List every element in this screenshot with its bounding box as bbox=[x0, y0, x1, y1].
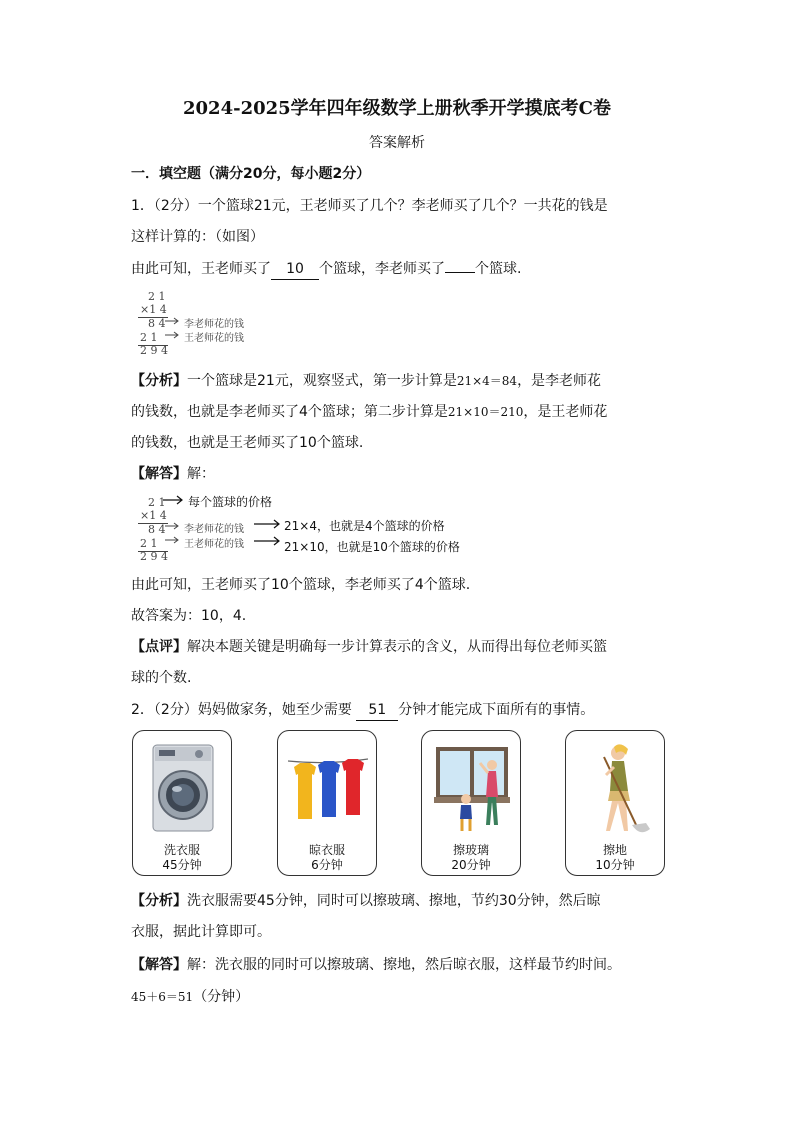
card-hang-name: 晾衣服 bbox=[308, 843, 345, 857]
q2-analysis-tag: 【分析】 bbox=[131, 893, 187, 909]
arrow-price-icon bbox=[162, 494, 186, 506]
card-wash-time: 45分钟 bbox=[162, 858, 202, 872]
window-cleaning-icon bbox=[432, 741, 512, 837]
vm-row-product: 2 9 4 bbox=[140, 344, 168, 357]
analysis-text-b: ，是李老师花 bbox=[517, 373, 602, 389]
q1-line3-post: 个篮球. bbox=[475, 261, 522, 277]
q2-calc-math: 45＋6＝51 bbox=[131, 990, 194, 1004]
card-window-name: 擦玻璃 bbox=[452, 843, 489, 857]
q2-question bbox=[131, 700, 594, 721]
q1-fig2-label-price: 每个篮球的价格 bbox=[188, 495, 273, 509]
q1-analysis-line3: 的钱数，也就是王老师买了10个篮球. bbox=[131, 435, 364, 451]
q2-line-post: 分钟才能完成下面所有的事情。 bbox=[398, 702, 595, 718]
answer-tag: 【解答】 bbox=[131, 466, 187, 482]
q1-line3-pre: 由此可知，王老师买了 bbox=[131, 261, 271, 277]
q1-fig2-arrows bbox=[164, 521, 184, 545]
card-hang-clothes bbox=[277, 730, 377, 876]
card-window-time: 20分钟 bbox=[451, 858, 491, 872]
q2-calculation bbox=[131, 987, 249, 1007]
card-mop-floor bbox=[565, 730, 665, 876]
answer-text: 解： bbox=[187, 466, 215, 482]
q1-fig2-label-wang: 王老师花的钱 bbox=[184, 539, 244, 550]
q2-line-pre: 2．（2分）妈妈做家务，她至少需要 bbox=[131, 702, 352, 718]
q2-analysis-line2: 衣服，据此计算即可。 bbox=[131, 924, 271, 940]
vm2-row-partial-2: 2 1 bbox=[140, 537, 158, 550]
q1-line3-mid: 个篮球，李老师买了 bbox=[319, 261, 445, 277]
q1-final-answer: 故答案为：10，4. bbox=[131, 608, 247, 624]
card-wash-clothes bbox=[132, 730, 232, 876]
q1-fig2-label-li: 李老师花的钱 bbox=[184, 524, 244, 535]
q1-fig2-note-2: 21×10，也就是10个篮球的价格 bbox=[284, 540, 460, 554]
comment-text: 解决本题关键是明确每一步计算表示的含义，从而得出每位老师买篮 bbox=[187, 639, 607, 655]
q1-comment-line2: 球的个数. bbox=[131, 670, 192, 686]
page-subtitle: 答案解析 bbox=[369, 135, 425, 151]
analysis-text-c: ，是王老师花 bbox=[523, 404, 608, 420]
q1-answer-heading bbox=[131, 464, 215, 484]
q2-answer-tag: 【解答】 bbox=[131, 957, 187, 973]
card-hang-time: 6分钟 bbox=[311, 858, 343, 872]
analysis-text-a: 一个篮球是21元，观察竖式，第一步计算是 bbox=[187, 373, 457, 389]
section-heading: 一．填空题（满分20分，每小题2分） bbox=[131, 166, 371, 182]
card-clean-window bbox=[421, 730, 521, 876]
q1-fig2-note-1: 21×4，也就是4个篮球的价格 bbox=[284, 519, 445, 533]
card-mop-time: 10分钟 bbox=[595, 858, 635, 872]
q2-analysis-text: 洗衣服需要45分钟，同时可以擦玻璃、擦地，节约30分钟，然后晾 bbox=[187, 893, 601, 909]
q1-line3 bbox=[131, 259, 521, 280]
vm2-row-multiplicand: 2 1 bbox=[148, 496, 166, 509]
mopping-icon bbox=[576, 741, 656, 837]
comment-tag: 【点评】 bbox=[131, 639, 187, 655]
q1-conclusion: 由此可知，王老师买了10个篮球，李老师买了4个篮球. bbox=[131, 577, 471, 593]
vm-row-partial-2: 2 1 bbox=[140, 331, 158, 344]
q1-arrows bbox=[164, 316, 184, 340]
q1-line1: 1．（2分）一个篮球21元，王老师买了几个？李老师买了几个？一共花的钱是 bbox=[131, 198, 608, 214]
q2-answer-line bbox=[131, 955, 621, 975]
washing-machine-icon bbox=[143, 741, 223, 837]
vm2-row-multiplier: ×1 4 bbox=[140, 509, 167, 522]
q1-analysis-line2 bbox=[131, 402, 607, 422]
analysis-math-1: 21×4＝84 bbox=[456, 374, 518, 388]
q1-label-li: 李老师花的钱 bbox=[184, 319, 244, 330]
vm-row-partial-1: 8 4 bbox=[148, 317, 166, 330]
analysis-math-2: 21×10＝210 bbox=[447, 405, 524, 419]
q1-fig2-note-arrows bbox=[253, 518, 283, 550]
card-mop-name: 擦地 bbox=[602, 843, 627, 857]
analysis-text-line2: 的钱数，也就是李老师买了4个篮球；第二步计算是 bbox=[131, 404, 448, 420]
vm2-row-product: 2 9 4 bbox=[140, 550, 168, 563]
analysis-tag: 【分析】 bbox=[131, 373, 187, 389]
q2-calc-unit: （分钟） bbox=[193, 989, 250, 1005]
q2-answer-text: 解：洗衣服的同时可以擦玻璃、擦地，然后晾衣服，这样最节约时间。 bbox=[187, 957, 621, 973]
page-title: 2024-2025学年四年级数学上册秋季开学摸底考C卷 bbox=[183, 98, 611, 119]
q1-blank-li bbox=[445, 272, 475, 273]
q1-line2: 这样计算的：（如图） bbox=[131, 229, 264, 245]
q1-blank-wang: 10 bbox=[271, 259, 319, 280]
vm2-row-partial-1: 8 4 bbox=[148, 523, 166, 536]
q1-analysis-line1 bbox=[131, 371, 601, 391]
vm-row-multiplicand: 2 1 bbox=[148, 290, 166, 303]
q2-blank: 51 bbox=[356, 700, 398, 721]
q1-label-wang: 王老师花的钱 bbox=[184, 333, 244, 344]
q1-comment-line1 bbox=[131, 637, 607, 657]
card-wash-name: 洗衣服 bbox=[163, 843, 200, 857]
q2-analysis-line1 bbox=[131, 891, 601, 911]
hanging-shirts-icon bbox=[288, 741, 368, 837]
vm-row-multiplier: ×1 4 bbox=[140, 303, 167, 316]
